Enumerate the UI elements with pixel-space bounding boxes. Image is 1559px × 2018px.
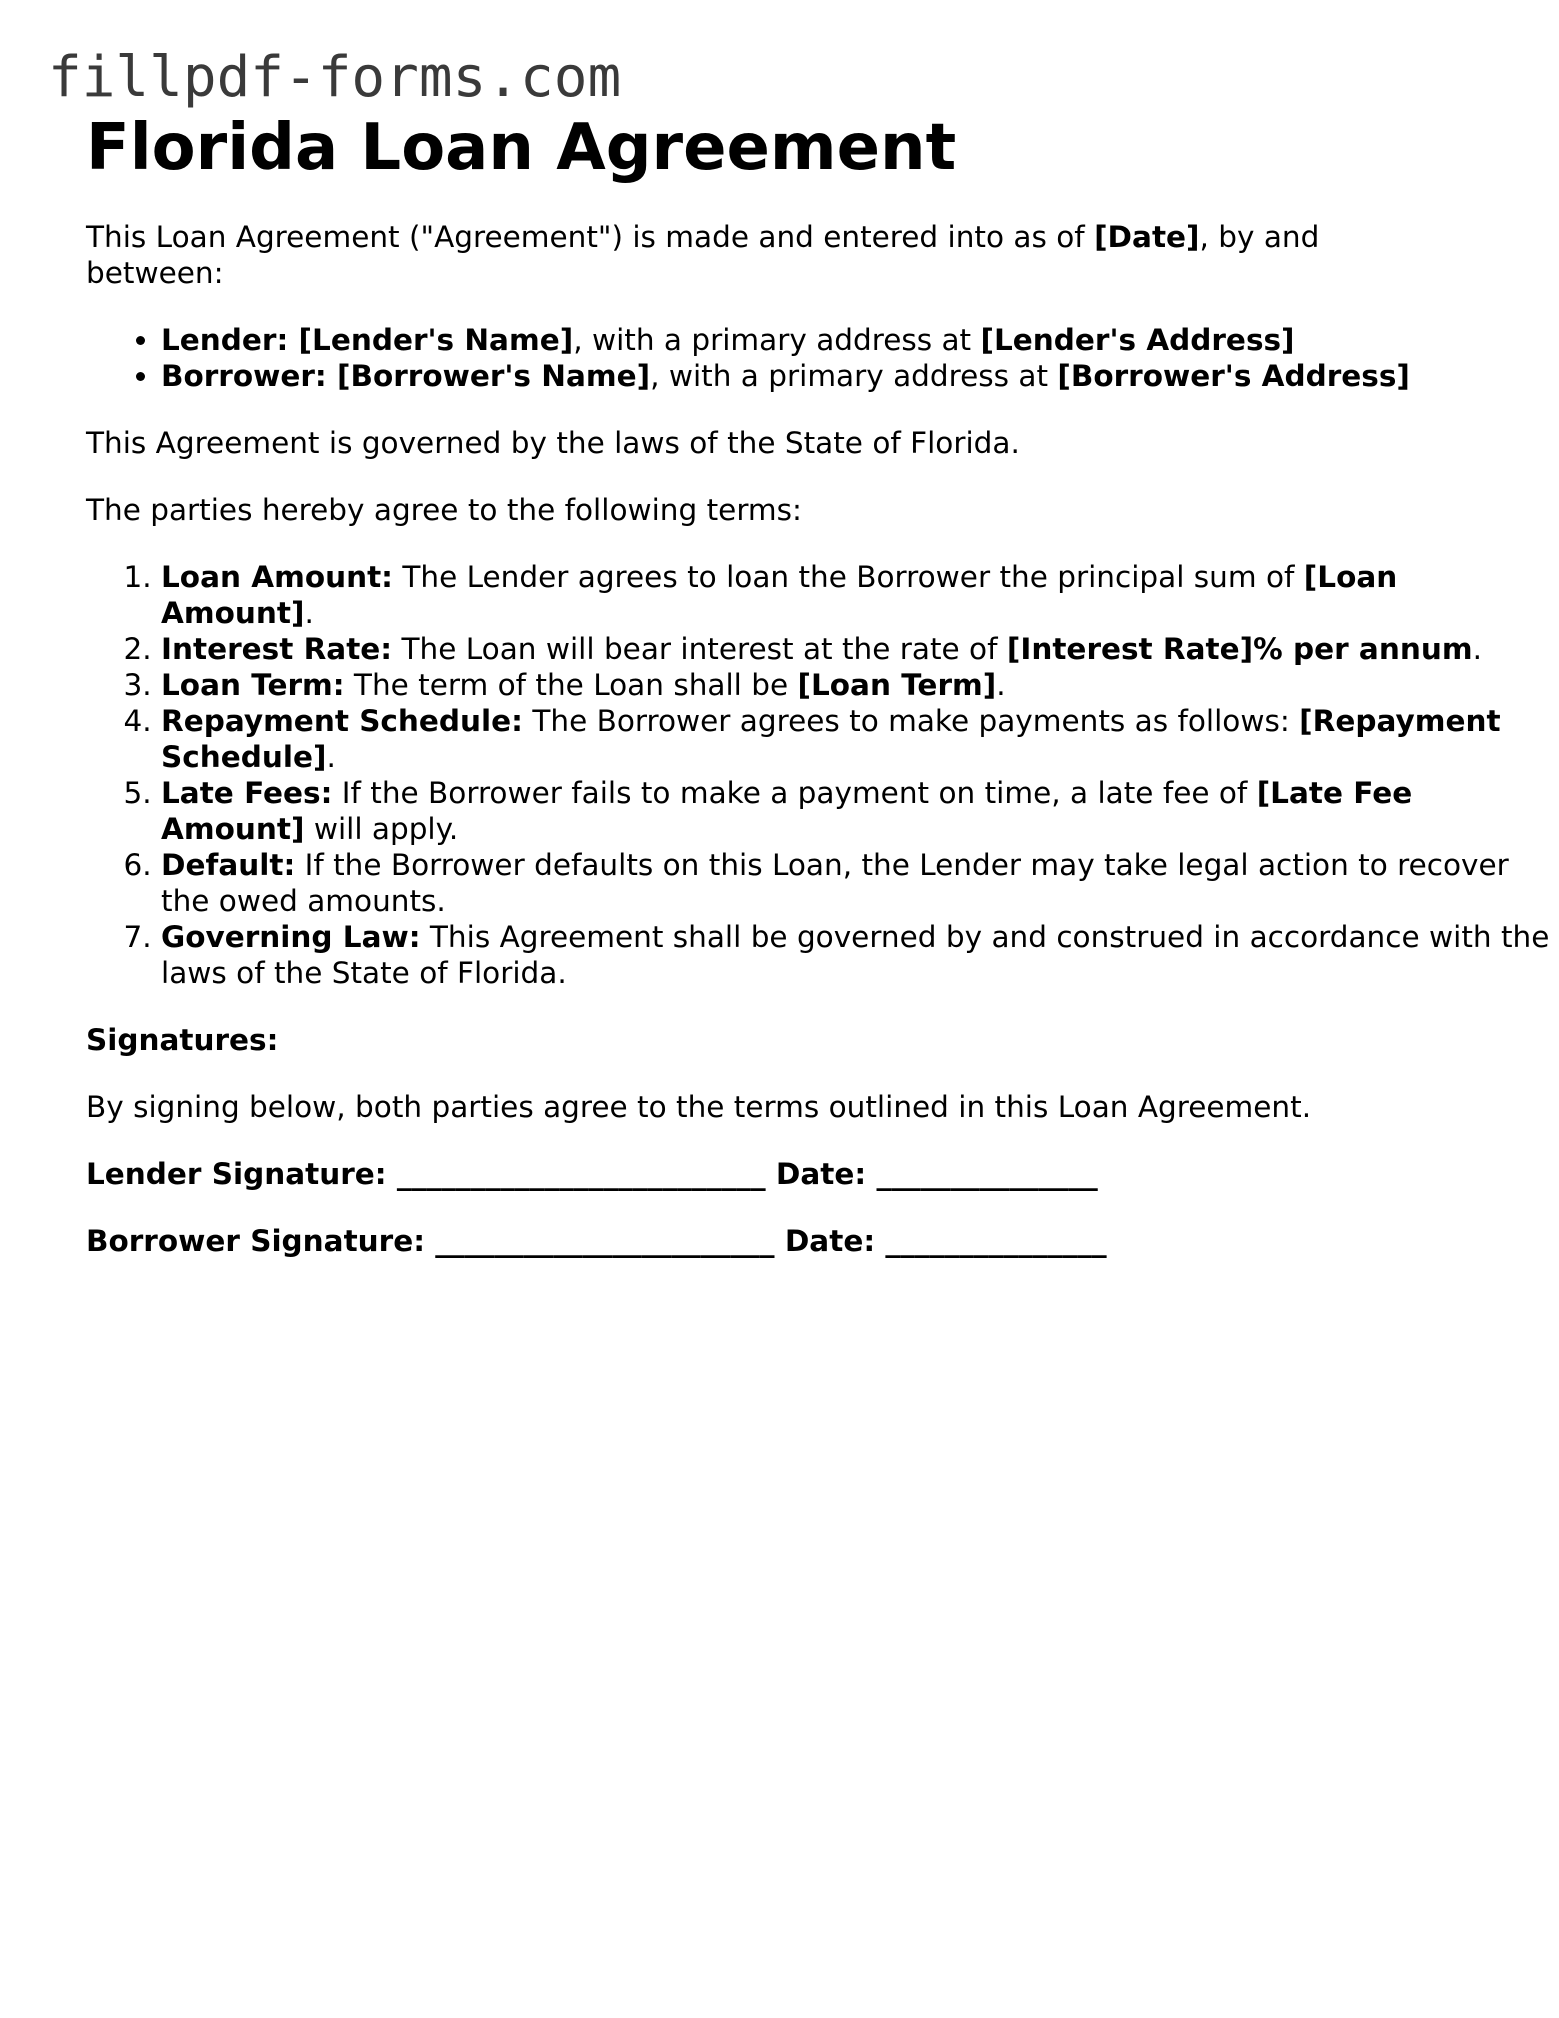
term-text: If the Borrower defaults on this Loan, the Lender may take legal action to recover the owed amounts. xyxy=(161,848,1509,918)
term-tail: . xyxy=(326,740,336,774)
term-label: Repayment Schedule: xyxy=(161,704,523,738)
term-repayment-schedule xyxy=(161,703,1551,775)
lender-address-field: [Lender's Address] xyxy=(980,323,1295,357)
borrower-address-field: [Borrower's Address] xyxy=(1057,359,1410,393)
term-label: Loan Amount: xyxy=(161,560,393,594)
term-label: Default: xyxy=(161,848,296,882)
signatures-statement: By signing below, both parties agree to the terms outlined in this Loan Agreement. xyxy=(86,1090,1312,1124)
term-governing-law xyxy=(161,919,1551,991)
signatures-heading: Signatures: xyxy=(86,1023,279,1057)
term-field: [Loan Amount] xyxy=(161,560,1398,630)
party-borrower xyxy=(161,358,1486,394)
terms-list xyxy=(86,559,1551,991)
term-field: [Late Fee Amount] xyxy=(161,776,1413,846)
term-default xyxy=(161,847,1551,919)
borrower-signature-line: Borrower Signature: _______________________ Date: _______________ xyxy=(86,1224,1107,1258)
governing-statement: This Agreement is governed by the laws of the State of Florida. xyxy=(86,426,1020,460)
term-text: If the Borrower fails to make a payment on time, a late fee of xyxy=(332,776,1257,810)
intro-paragraph xyxy=(86,219,1456,291)
term-loan-amount xyxy=(161,559,1551,631)
term-text: The term of the Loan shall be xyxy=(344,668,798,702)
borrower-name-field: Borrower: [Borrower's Name] xyxy=(161,359,651,393)
intro-text: This Loan Agreement ("Agreement") is made and entered into as of xyxy=(86,220,1095,254)
term-tail: will apply. xyxy=(304,812,459,846)
document-title: Florida Loan Agreement xyxy=(86,111,957,185)
term-label: Loan Term: xyxy=(161,668,345,702)
party-lender xyxy=(161,322,1486,358)
term-text: The Loan will bear interest at the rate of xyxy=(392,632,1007,666)
terms-intro: The parties hereby agree to the following terms: xyxy=(86,493,802,527)
lender-address-text: , with a primary address at xyxy=(573,323,981,357)
term-label: Interest Rate: xyxy=(161,632,393,666)
term-text: This Agreement shall be governed by and construed in accordance with the laws of the State of Florida. xyxy=(161,920,1550,990)
watermark: fillpdf-forms.com xyxy=(48,45,622,110)
term-label: Late Fees: xyxy=(161,776,333,810)
term-interest-rate xyxy=(161,631,1551,667)
term-field: [Repayment Schedule] xyxy=(161,704,1501,774)
term-loan-term xyxy=(161,667,1551,703)
term-tail: . xyxy=(996,668,1006,702)
term-label: Governing Law: xyxy=(161,920,421,954)
term-text: The Borrower agrees to make payments as follows: xyxy=(522,704,1300,738)
term-tail: . xyxy=(1472,632,1482,666)
parties-list xyxy=(86,322,1486,394)
borrower-address-text: , with a primary address at xyxy=(650,359,1058,393)
term-field: [Interest Rate]% per annum xyxy=(1006,632,1473,666)
term-tail: . xyxy=(304,596,314,630)
document-page xyxy=(86,110,1550,1259)
intro-text-end: , by and between: xyxy=(86,220,1320,290)
term-field: [Loan Term] xyxy=(797,668,997,702)
date-field: [Date] xyxy=(1094,220,1200,254)
lender-name-field: Lender: [Lender's Name] xyxy=(161,323,574,357)
term-late-fees xyxy=(161,775,1551,847)
lender-signature-line: Lender Signature: _________________________ Date: _______________ xyxy=(86,1157,1098,1191)
term-text: The Lender agrees to loan the Borrower the principal sum of xyxy=(392,560,1304,594)
